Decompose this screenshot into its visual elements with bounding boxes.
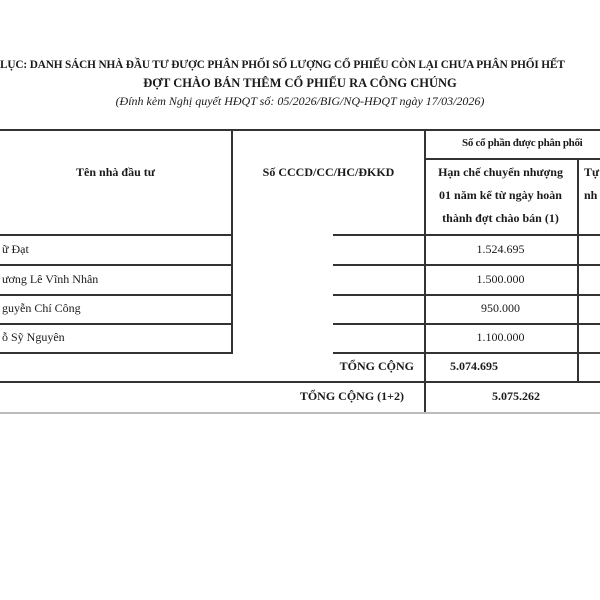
header-line: 01 năm kể từ ngày hoàn bbox=[439, 188, 562, 202]
grand-total-label: TỔNG CỘNG (1+2) bbox=[299, 389, 404, 403]
grand-total-value: 5.075.262 bbox=[492, 389, 540, 403]
total-restricted: 5.074.695 bbox=[450, 359, 498, 373]
header-restricted-transfer bbox=[424, 161, 577, 230]
header-line: Hạn chế chuyển nhượng bbox=[438, 165, 563, 179]
document-subtitle: ĐỢT CHÀO BÁN THÊM CỔ PHIẾU RA CÔNG CHÚNG bbox=[143, 76, 457, 90]
header-line: Tự bbox=[584, 165, 600, 179]
header-id-number: Số CCCD/CC/HC/ĐKKD bbox=[262, 165, 395, 179]
investor-name: ỗ Sỹ Nguyên bbox=[2, 330, 65, 344]
investor-name: ương Lê Vĩnh Nhân bbox=[2, 272, 99, 286]
investor-name: ữ Đạt bbox=[2, 242, 29, 256]
investor-name: guyễn Chí Công bbox=[2, 301, 81, 315]
document-title: LỤC: DANH SÁCH NHÀ ĐẦU TƯ ĐƯỢC PHÂN PHỐI SỐ LƯỢNG CỔ PHIẾU CÒN LẠI CHƯA PHÂN PHỐI HẾT bbox=[0, 59, 565, 71]
restricted-shares: 1.500.000 bbox=[476, 272, 525, 286]
header-investor-name: Tên nhà đầu tư bbox=[76, 165, 155, 179]
header-line: thành đợt chào bán (1) bbox=[442, 211, 559, 225]
resolution-reference: (Đính kèm Nghị quyết HĐQT số: 05/2026/BIG/NQ-HĐQT ngày 17/03/2026) bbox=[115, 94, 485, 108]
header-free-transfer bbox=[584, 161, 599, 207]
restricted-shares: 1.100.000 bbox=[476, 330, 525, 344]
header-line: nh bbox=[584, 188, 598, 202]
total-label: TỔNG CỘNG bbox=[339, 359, 414, 373]
header-shares-allocated: Số cổ phần được phân phối bbox=[462, 137, 583, 149]
restricted-shares: 1.524.695 bbox=[476, 242, 525, 256]
restricted-shares: 950.000 bbox=[481, 301, 520, 315]
